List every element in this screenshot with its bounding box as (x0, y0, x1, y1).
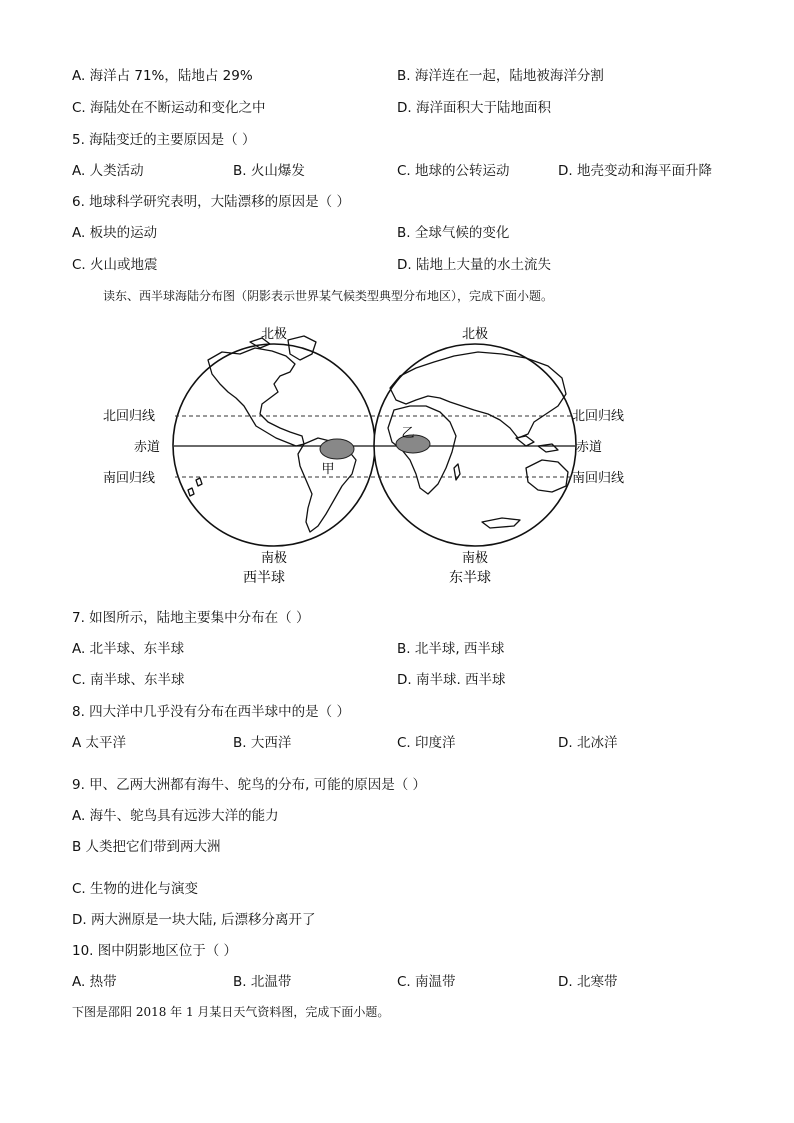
q6-option-a[interactable]: A. 板块的运动 (72, 225, 158, 241)
label-north-pole-west: 北极 (260, 327, 288, 342)
label-yi: 乙 (401, 426, 415, 441)
q10-stem: 10. 图中阴影地区位于（ ） (72, 943, 238, 959)
q6-option-c[interactable]: C. 火山或地震 (72, 257, 158, 273)
q7-stem: 7. 如图所示，陆地主要集中分布在（ ） (72, 610, 310, 626)
label-equator-left: 赤道 (134, 440, 161, 455)
west-hemisphere-title: 西半球 (243, 570, 285, 586)
q4-option-b[interactable]: B. 海洋连在一起，陆地被海洋分割 (397, 68, 604, 84)
q9-option-b[interactable]: B 人类把它们带到两大洲 (72, 839, 221, 855)
q8-option-b[interactable]: B. 大西洋 (233, 735, 292, 751)
q6-option-b[interactable]: B. 全球气候的变化 (397, 225, 510, 241)
weather-intro: 下图是邵阳 2018 年 1 月某日天气资料图，完成下面小题。 (72, 1005, 390, 1019)
label-north-pole-east: 北极 (461, 327, 489, 342)
label-equator-right: 赤道 (576, 440, 603, 455)
q8-option-a[interactable]: A 太平洋 (72, 735, 127, 751)
q4-option-c[interactable]: C. 海陆处在不断运动和变化之中 (72, 100, 266, 116)
q7-option-d[interactable]: D. 南半球. 西半球 (397, 672, 506, 688)
label-tropic-cancer-right: 北回归线 (572, 409, 625, 424)
label-south-pole-east: 南极 (461, 551, 489, 566)
q7-option-c[interactable]: C. 南半球、东半球 (72, 672, 185, 688)
q5-option-c[interactable]: C. 地球的公转运动 (397, 163, 510, 179)
label-tropic-cancer-left: 北回归线 (103, 409, 156, 424)
q9-option-a[interactable]: A. 海牛、鸵鸟具有远涉大洋的能力 (72, 808, 279, 824)
label-tropic-capricorn-right: 南回归线 (572, 471, 625, 486)
q9-stem: 9. 甲、乙两大洲都有海牛、鸵鸟的分布, 可能的原因是（ ） (72, 777, 427, 793)
map-intro: 读东、西半球海陆分布图（阴影表示世界某气候类型典型分布地区），完成下面小题。 (103, 289, 554, 303)
q10-option-c[interactable]: C. 南温带 (397, 974, 456, 990)
q4-option-a[interactable]: A. 海洋占 71%，陆地占 29% (72, 68, 253, 84)
shaded-region-jia (320, 439, 354, 459)
q10-option-b[interactable]: B. 北温带 (233, 974, 292, 990)
q6-stem: 6. 地球科学研究表明，大陆漂移的原因是（ ） (72, 194, 350, 210)
q9-option-c[interactable]: C. 生物的进化与演变 (72, 881, 199, 897)
q6-option-d[interactable]: D. 陆地上大量的水土流失 (397, 257, 551, 273)
east-hemisphere-title: 东半球 (449, 570, 491, 586)
q5-option-d[interactable]: D. 地壳变动和海平面升降 (558, 163, 712, 179)
q5-stem: 5. 海陆变迁的主要原因是（ ） (72, 132, 256, 148)
label-jia: 甲 (321, 462, 335, 477)
q8-option-c[interactable]: C. 印度洋 (397, 735, 456, 751)
q7-option-b[interactable]: B. 北半球, 西半球 (397, 641, 505, 657)
q7-option-a[interactable]: A. 北半球、东半球 (72, 641, 185, 657)
q5-option-b[interactable]: B. 火山爆发 (233, 163, 305, 179)
q4-option-d[interactable]: D. 海洋面积大于陆地面积 (397, 100, 551, 116)
q5-option-a[interactable]: A. 人类活动 (72, 163, 144, 179)
q8-stem: 8. 四大洋中几乎没有分布在西半球中的是（ ） (72, 704, 350, 720)
label-south-pole-west: 南极 (260, 551, 288, 566)
q8-option-d[interactable]: D. 北冰洋 (558, 735, 618, 751)
label-tropic-capricorn-left: 南回归线 (103, 471, 156, 486)
q10-option-d[interactable]: D. 北寒带 (558, 974, 618, 990)
q10-option-a[interactable]: A. 热带 (72, 974, 117, 990)
q9-option-d[interactable]: D. 两大洲原是一块大陆, 后漂移分离开了 (72, 912, 316, 928)
hemisphere-map (90, 318, 690, 590)
